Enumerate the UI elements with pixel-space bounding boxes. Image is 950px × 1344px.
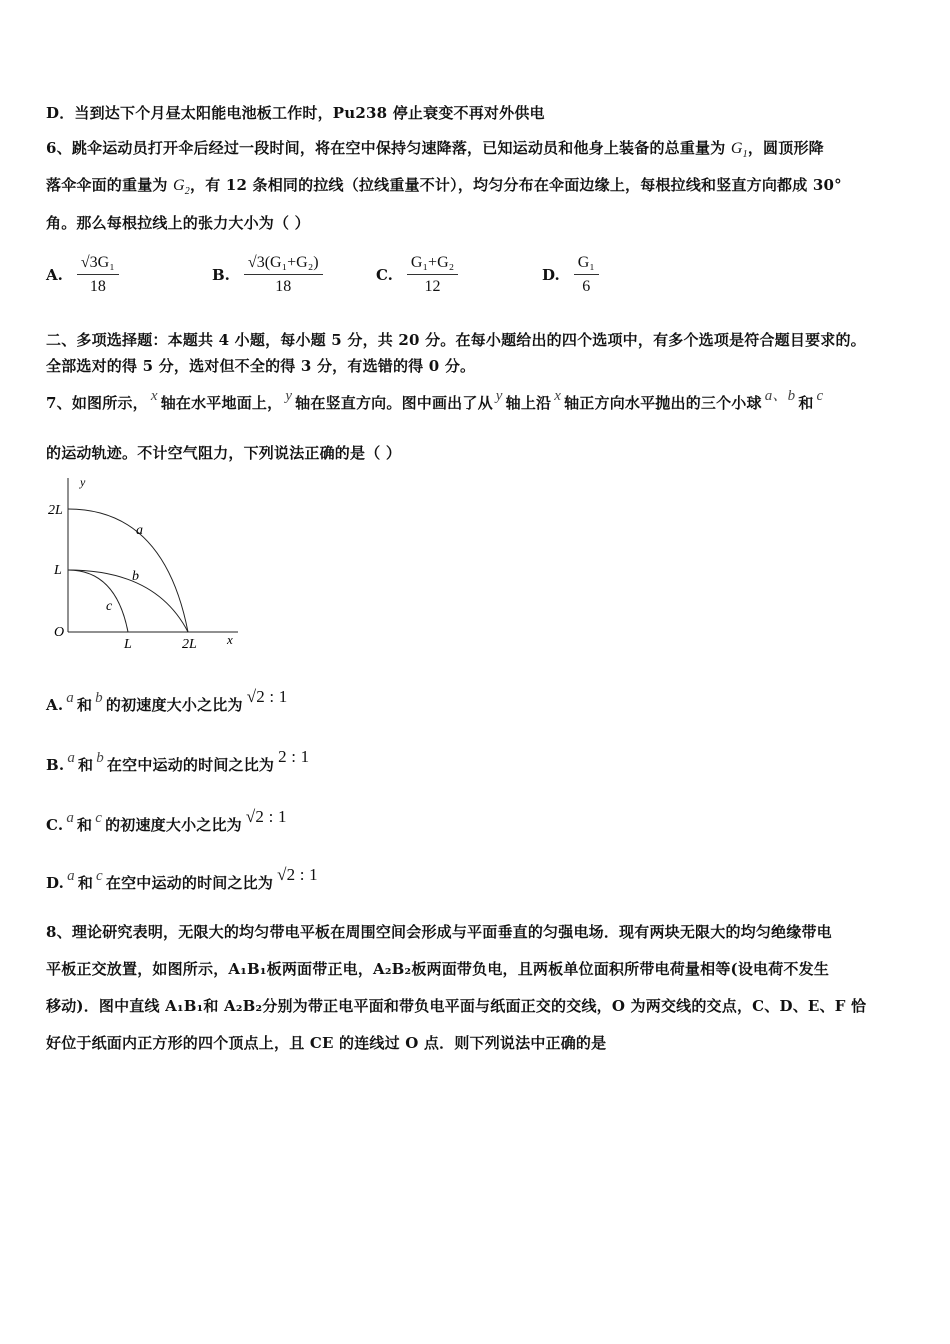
graph-y-label: y bbox=[80, 475, 86, 489]
q6-line1-b: ，圆顶形降 bbox=[747, 139, 824, 157]
q6-stem-line3: 角。那么每根拉线上的张力大小为（ ） bbox=[46, 214, 310, 232]
q7-stem-line1: 7、如图所示， x 轴在水平地面上， y 轴在竖直方向。图中画出了从 y 轴上沿 x 轴正方向水平抛出的三个小球 a、b 和 c bbox=[46, 392, 826, 413]
q7-ab-vars: a、b bbox=[764, 388, 796, 404]
q6-option-d[interactable]: D. $\frac{\text{G₁}}{6}$ bbox=[542, 245, 599, 305]
graph-label-a: a bbox=[136, 523, 143, 538]
trajectory-c bbox=[68, 570, 128, 632]
q7-option-b-ratio: 2 : 1 bbox=[278, 747, 310, 766]
q7-c-var: c bbox=[816, 388, 824, 404]
q7-y-var: y bbox=[285, 388, 293, 404]
q7-option-a[interactable]: A. a 和 b 的初速度大小之比为 √2 : 1 bbox=[46, 687, 288, 714]
graph-x-label: x bbox=[227, 632, 233, 647]
q6-g1: $G_1$ bbox=[730, 140, 748, 161]
graph-tick-L-y: L bbox=[54, 563, 62, 578]
q6-stem-line2 bbox=[46, 174, 842, 197]
q7-y-var-2: y bbox=[495, 388, 503, 404]
q7-x-var: x bbox=[150, 388, 158, 404]
q7-option-a-ratio: √2 : 1 bbox=[246, 687, 288, 706]
q6-option-b[interactable]: B. $\frac{\text{√3(G₁+G₂)}}{18}$ bbox=[212, 245, 323, 305]
q6-stem-line1 bbox=[46, 137, 824, 160]
q6-option-c-fraction: $\frac{\text{G₁+G₂}}{12}$ bbox=[407, 254, 458, 296]
q8-stem-line3: 移动)．图中直线 A₁B₁和 A₂B₂分别为带正电平面和带负电平面与纸面正交的交线，O 为两交线的交点，C、D、E、F 恰 bbox=[46, 997, 867, 1015]
graph-origin: O bbox=[54, 625, 65, 640]
q7-option-d-ratio: √2 : 1 bbox=[277, 865, 318, 884]
graph-tick-2L-y: 2L bbox=[48, 503, 63, 518]
graph-tick-2L-x: 2L bbox=[182, 637, 197, 652]
q7-stem-line2: 的运动轨迹。不计空气阻力，下列说法正确的是（ ） bbox=[46, 444, 402, 462]
q6-option-b-fraction: $\frac{\text{√3(G₁+G₂)}}{18}$ bbox=[244, 254, 323, 296]
q8-stem-line2: 平板正交放置，如图所示，A₁B₁板两面带正电，A₂B₂板两面带负电，且两板单位面积所带电荷量相等(设电荷不发生 bbox=[46, 960, 830, 978]
section2-heading-line1: 二、多项选择题：本题共 4 小题，每小题 5 分，共 20 分。在每小题给出的四个选项中，有多个选项是符合题目要求的。 bbox=[46, 331, 866, 349]
q6-options bbox=[46, 245, 906, 305]
graph-tick-L-x: L bbox=[124, 637, 132, 652]
q8-stem-line1: 8、理论研究表明，无限大的均匀带电平板在周围空间会形成与平面垂直的匀强电场．现有两块无限大的均匀绝缘带电 bbox=[46, 923, 832, 941]
q6-line2-a: 落伞伞面的重量为 bbox=[46, 176, 174, 194]
q6-g2: $G_2$ bbox=[173, 177, 190, 198]
q7-option-c[interactable]: C. a 和 c 的初速度大小之比为 √2 : 1 bbox=[46, 807, 287, 834]
q7-option-c-ratio: √2 : 1 bbox=[245, 807, 287, 826]
q6-option-a[interactable]: A. $\frac{\text{√3G₁}}{18}$ bbox=[46, 245, 119, 305]
q5-option-d: D．当到达下个月昼太阳能电池板工作时，Pu238 停止衰变不再对外供电 bbox=[46, 104, 545, 122]
trajectory-b bbox=[68, 570, 188, 632]
q7-x-var-2: x bbox=[554, 388, 562, 404]
graph-label-b: b bbox=[132, 569, 139, 584]
section2-heading-line2: 全部选对的得 5 分，选对但不全的得 3 分，有选错的得 0 分。 bbox=[46, 357, 476, 375]
q6-line1-a: 6、跳伞运动员打开伞后经过一段时间，将在空中保持匀速降落，已知运动员和他身上装备的总重量为 bbox=[46, 139, 731, 157]
q6-option-d-fraction: $\frac{\text{G₁}}{6}$ bbox=[574, 254, 599, 296]
q7-option-b[interactable]: B. a 和 b 在空中运动的时间之比为 2 : 1 bbox=[46, 747, 310, 774]
q8-stem-line4: 好位于纸面内正方形的四个顶点上，且 CE 的连线过 O 点．则下列说法中正确的是 bbox=[46, 1034, 607, 1052]
q7-option-d[interactable]: D. a 和 c 在空中运动的时间之比为 √2 : 1 bbox=[46, 865, 318, 892]
graph-label-c: c bbox=[106, 599, 113, 614]
q6-option-a-fraction: $\frac{\text{√3G₁}}{18}$ bbox=[77, 254, 119, 296]
q7-trajectory-graph bbox=[46, 472, 246, 657]
q6-line2-b: ，有 12 条相同的拉线（拉线重量不计），均匀分布在伞面边缘上，每根拉线和竖直方向都成 30° bbox=[190, 176, 842, 194]
q6-option-c[interactable]: C. $\frac{\text{G₁+G₂}}{12}$ bbox=[376, 245, 458, 305]
